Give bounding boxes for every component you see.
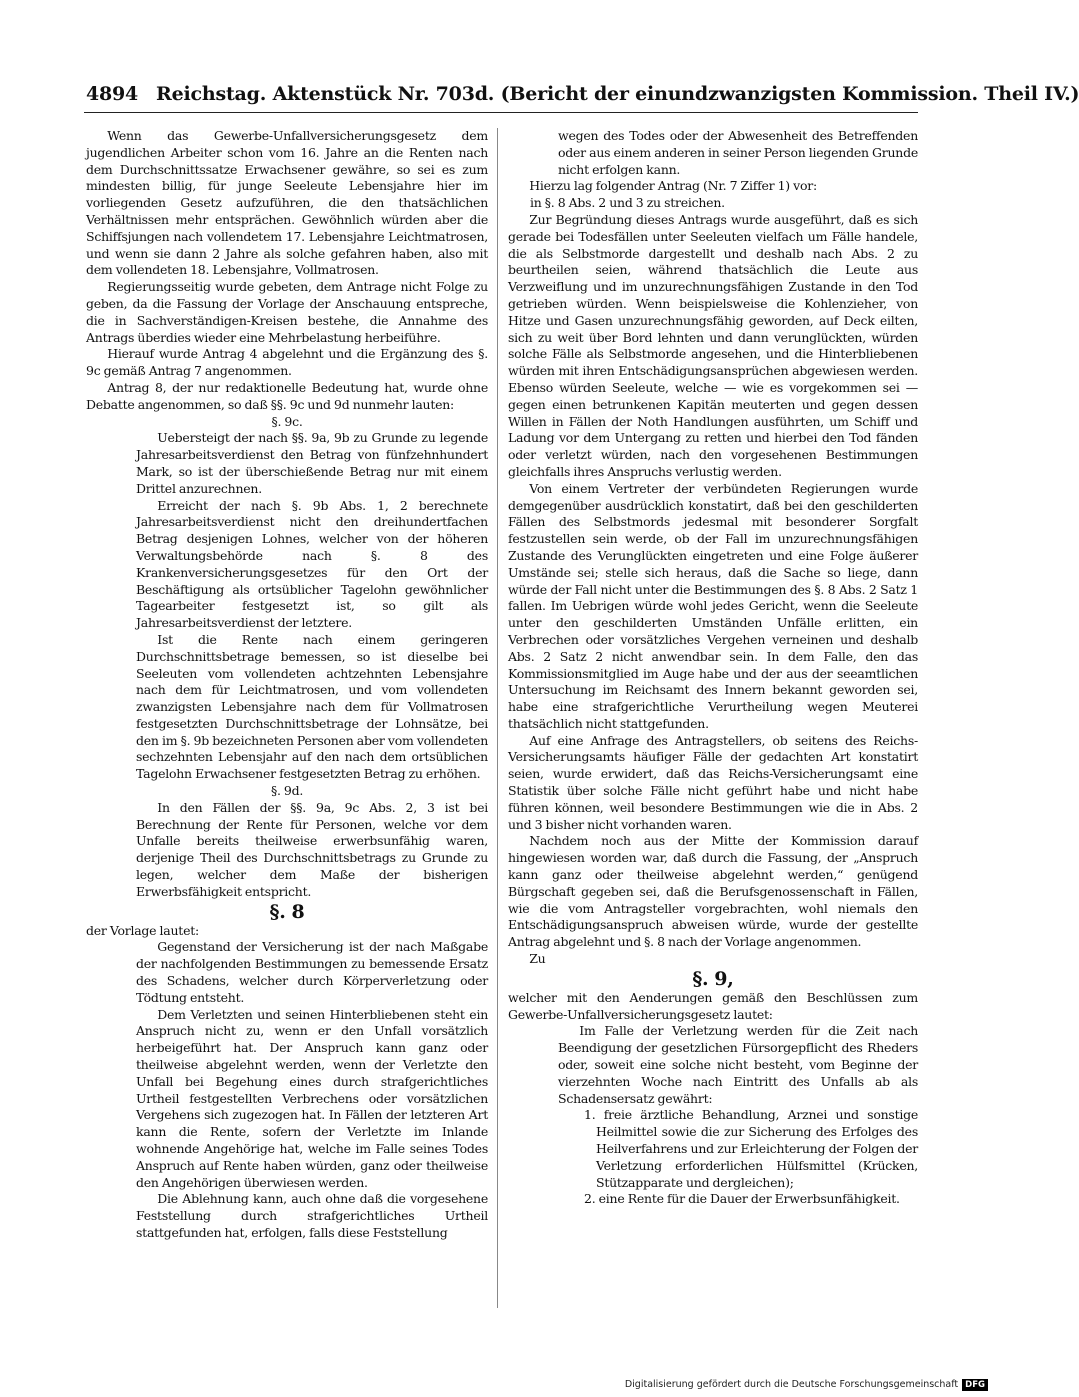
paragraph: Regierungsseitig wurde gebeten, dem Antrage nicht Folge zu geben, da die Fassung der Vorlage der Anschauung entspreche, die in Sachverständigen-Kreisen bestehe, die Annahme des Antrags überdies wieder eine Mehrbelastung herbeiführe. <box>86 279 488 345</box>
paragraph: Hierauf wurde Antrag 4 abgelehnt und die Ergänzung des §. 9c gemäß Antrag 7 angenommen. <box>86 346 488 379</box>
quoted-paragraph: Erreicht der nach §. 9b Abs. 1, 2 berechnete Jahresarbeitsverdienst nicht den dreihundertfachen Betrag desjenigen Lohnes, welcher von der höheren Verwaltungsbehörde nach §. 8 des Krankenversicherungsgesetzes für den Ort der Beschäftigung als ortsüblicher Tagelohn gewöhnlicher Tagearbeiter festgesetzt ist, so gilt als Jahresarbeitsverdienst der letztere. <box>136 497 488 631</box>
running-title: Reichstag. Aktenstück Nr. 703d. (Bericht der einundzwanzigsten Kommission. Theil IV.) <box>156 83 1079 105</box>
quoted-block <box>86 800 488 901</box>
digitization-footer <box>608 1378 988 1392</box>
quoted-paragraph: Im Falle der Verletzung werden für die Zeit nach Beendigung der gesetzlichen Fürsorgepflicht des Rheders oder, soweit eine solche nicht besteht, vom Beginne der vierzehnten Woche nach Eintritt des Unfalls ab als Schadensersatz gewährt: <box>558 1023 918 1106</box>
page-header <box>86 80 1079 108</box>
paragraph: Hierzu lag folgender Antrag (Nr. 7 Ziffer 1) vor: <box>529 178 817 194</box>
header-rule <box>84 112 918 113</box>
quoted-paragraph: Gegenstand der Versicherung ist der nach Maßgabe der nachfolgenden Bestimmungen zu bemessende Ersatz des Schadens, welcher durch Körperverletzung oder Tödtung entsteht. <box>136 939 488 1005</box>
paragraph: Von einem Vertreter der verbündeten Regierungen wurde demgegenüber ausdrücklich konstatirt, daß bei den geschilderten Fällen des Selbstmords jedesmal mit besonderer Sorgfalt festzustellen sein werde, ob der Fall im unzurechnungsfähigen Zustande des Verunglückten eingetreten und eine Folge äußerer Umstände sei; stelle sich heraus, daß die Sache so liege, dann würde der Fall nicht unter die Bestimmungen des §. 8 Abs. 2 Satz 1 fallen. Im Uebrigen würde wohl jedes Gericht, wenn die Seeleute unter den geschilderten Umständen Unfälle erlitten, ein Verbrechen oder vorsätzliches Vergehen verneinen und deshalb Abs. 2 Satz 2 nicht anwendbar sein. In dem Falle, den das Kommissionsmitglied im Auge habe und der aus der seeamtlichen Untersuchung im Reichsamt des Innern bekannt geworden sei, habe eine strafgerichtliche Verurtheilung wegen Meuterei thatsächlich nicht stattgefunden. <box>508 480 918 731</box>
section-heading-9: §. 9, <box>692 967 734 990</box>
quoted-block <box>86 430 488 783</box>
paragraph: der Vorlage lautet: <box>86 922 199 938</box>
quoted-block <box>508 1023 918 1208</box>
section-heading-9c: §. 9c. <box>271 413 303 429</box>
paragraph: Zu <box>529 951 546 967</box>
quoted-paragraph: In den Fällen der §§. 9a, 9c Abs. 2, 3 ist bei Berechnung der Rente für Personen, welche vor dem Unfalle bereits theilweise erwerbsunfähig waren, derjenige Theil des Durchschnittsbetrags zu Grunde zu legen, welcher dem Maße der bisherigen Erwerbsfähigkeit entspricht. <box>136 799 488 899</box>
paragraph: Wenn das Gewerbe-Unfallversicherungsgesetz dem jugendlichen Arbeiter schon vom 16. Jahre an die Renten nach dem Durchschnittssatze Erwachsener gewähre, so sei es zum mindesten billig, für junge Seeleute Lebensjahre hier im vorliegenden Gesetz aufzuführen, die den thatsächlichen Verhältnissen mehr entsprächen. Gewöhnlich würden aber die Schiffsjungen nach vollendetem 17. Lebensjahre Leichtmatrosen, und wenn sie dann 2 Jahre als solche gefahren haben, also mit dem vollendeten 18. Lebensjahre, Vollmatrosen. <box>86 128 488 278</box>
quoted-paragraph: Die Ablehnung kann, auch ohne daß die vorgesehene Feststellung durch strafgerichtliches Urtheil stattgefunden hat, erfolgen, falls diese Feststellung <box>136 1191 488 1240</box>
quoted-paragraph: Dem Verletzten und seinen Hinterbliebenen steht ein Anspruch nicht zu, wenn er den Unfall vorsätzlich herbeigeführt hat. Der Anspruch kann ganz oder theilweise abgelehnt werden, wenn der Verletzte den Unfall bei Begehung eines durch strafgerichtliches Urtheil festgestellten Verbrechens oder vorsätzlichen Vergehens sich zugezogen hat. In Fällen der letzteren Art kann die Rente, sofern der Verletzte im Inlande wohnende Angehörige hat, welche im Falle seines Todes Anspruch auf Rente haben würden, ganz oder theilweise den Angehörigen überwiesen werden. <box>136 1006 488 1190</box>
quoted-paragraph: wegen des Todes oder der Abwesenheit des Betreffenden oder aus einem anderen in seiner Person liegenden Grunde nicht erfolgen kann. <box>558 128 918 177</box>
left-column <box>86 128 488 1242</box>
paragraph: Antrag 8, der nur redaktionelle Bedeutung hat, wurde ohne Debatte angenommen, so daß §§. 9c und 9d nunmehr lauten: <box>86 379 488 412</box>
quoted-paragraph: Ist die Rente nach einem geringeren Durchschnittsbetrage bemessen, so ist dieselbe bei Seeleuten vom vollendeten achtzehnten Lebensjahre nach dem für Leichtmatrosen, und vom vollendeten zwanzigsten Lebensjahre nach dem für Vollmatrosen festgesetzten Durchschnittsbetrage der Lohnsätze, bei den im §. 9b bezeichneten Personen aber vom vollendeten sechzehnten Lebensjahr auf den nach dem ortsüblichen Tagelohn Erwachsener festgesetzten Betrag zu erhöhen. <box>136 631 488 782</box>
list-item: 1. freie ärztliche Behandlung, Arznei und sonstige Heilmittel sowie die zur Sicherung des Erfolges des Heilverfahrens und zur Erleichterung der Folgen der Verletzung erforderlichen Hülfsmittel (Krücken, Stützapparate und dergleichen); <box>584 1107 918 1190</box>
paragraph: Nachdem noch aus der Mitte der Kommission darauf hingewiesen worden war, daß durch die Fassung, der „Anspruch kann ganz oder theilweise abgelehnt werden,“ genügend Bürgschaft gegeben sei, daß die Berufsgenossenschaft in Fällen, wie die vom Antragsteller vorgebrachten, wohl niemals den Entschädigungsanspruch abweisen würde, wurde der gestellte Antrag abgelehnt und §. 8 nach der Vorlage angenommen. <box>508 833 918 950</box>
motion-text: in §. 8 Abs. 2 und 3 zu streichen. <box>530 195 725 211</box>
quoted-block <box>86 939 488 1241</box>
dfg-logo: DFG <box>962 1379 988 1391</box>
page-number: 4894 <box>86 83 139 105</box>
quoted-block <box>508 128 918 178</box>
paragraph: Zur Begründung dieses Antrags wurde ausgeführt, daß es sich gerade bei Todesfällen unter Seeleuten vielfach um Fälle handele, die als Selbstmorde dargestellt und deshalb nach Abs. 2 zu beurtheilen seien, während thatsächlich die Leute aus Verzweiflung und im unzurechnungsfähigen Zustande in den Tod getrieben würden. Wenn beispielsweise die Kohlenzieher, von Hitze und Gasen unzurechnungsfähig geworden, auf Deck eilten, sich zu weit über Bord lehnten und dann verunglückten, würden solche Fälle als Selbstmorde angesehen, und die Hinterbliebenen würden mit ihren Entschädigungsansprüchen abgewiesen werden. Ebenso würden Seeleute, welche — wie es vorgekommen sei — gegen einen betrunkenen Kapitän meuterten und gegen dessen Willen in Fällen der Noth Handlungen ausführten, um Schiff und Ladung vor dem Untergang zu retten und hierbei den Tod fänden oder verletzt würden, nach den vorgesehenen Bestimmungen gleichfalls ihres Anspruchs verlustig werden. <box>508 211 918 479</box>
list-item: 2. eine Rente für die Dauer der Erwerbsunfähigkeit. <box>584 1191 900 1207</box>
section-heading-9d: §. 9d. <box>270 783 304 799</box>
paragraph: welcher mit den Aenderungen gemäß den Beschlüssen zum Gewerbe-Unfallversicherungsgesetz lautet: <box>508 989 918 1022</box>
paragraph: Auf eine Anfrage des Antragstellers, ob seitens des Reichs-Versicherungsamts häufiger Fälle der gedachten Art konstatirt seien, wurde erwidert, daß das Reichs-Versicherungsamt eine Statistik über solche Fälle nicht geführt habe und nicht habe führen können, weil besondere Bestimmungen wie die in Abs. 2 und 3 bisher nicht vorhanden waren. <box>508 732 918 832</box>
quoted-paragraph: Uebersteigt der nach §§. 9a, 9b zu Grunde zu legende Jahresarbeitsverdienst den Betrag von fünfzehnhundert Mark, so ist der überschießende Betrag nur mit einem Drittel anzurechnen. <box>136 430 488 496</box>
footer-text: Digitalisierung gefördert durch die Deutsche Forschungsgemeinschaft <box>624 1379 959 1390</box>
right-column <box>508 128 918 1208</box>
column-separator <box>497 128 498 1308</box>
section-heading-8: §. 8 <box>269 900 305 923</box>
